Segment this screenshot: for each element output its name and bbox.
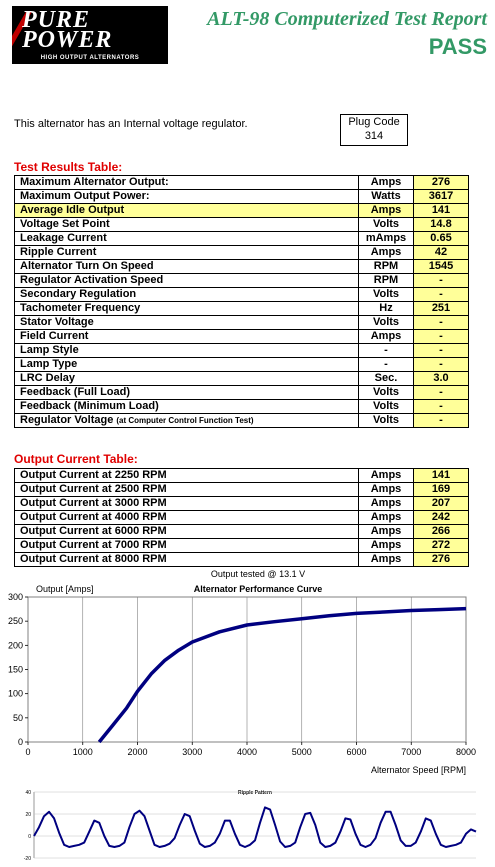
- row-label: [15, 414, 359, 428]
- table-row: [15, 511, 469, 525]
- x-tick-label: 2000: [127, 747, 148, 757]
- row-label-text: Maximum Alternator Output:: [20, 176, 169, 188]
- row-label-text: Lamp Style: [20, 344, 79, 356]
- table-row: [15, 344, 469, 358]
- row-label: [15, 483, 359, 497]
- table-row: [15, 469, 469, 483]
- row-value: 266: [414, 525, 469, 539]
- row-value: 242: [414, 511, 469, 525]
- row-label-text: Field Current: [20, 330, 89, 342]
- test-results-heading: Test Results Table:: [14, 160, 123, 174]
- output-current-table: [14, 468, 469, 567]
- row-label: [15, 204, 359, 218]
- row-label-text: LRC Delay: [20, 372, 76, 384]
- row-label-text: Ripple Current: [20, 246, 97, 258]
- table-row: [15, 260, 469, 274]
- row-value: -: [414, 400, 469, 414]
- row-label: [15, 232, 359, 246]
- row-label: [15, 386, 359, 400]
- row-label-text: Average Idle Output: [20, 204, 125, 216]
- performance-curve-chart: [0, 565, 495, 780]
- ripple-pattern-chart: [0, 786, 495, 864]
- row-unit: Hz: [359, 302, 414, 316]
- row-value: 251: [414, 302, 469, 316]
- table-row: [15, 400, 469, 414]
- row-value: 1545: [414, 260, 469, 274]
- table-row: [15, 330, 469, 344]
- ripple-y-tick-label: -20: [23, 856, 31, 862]
- table-row: [15, 218, 469, 232]
- row-unit: mAmps: [359, 232, 414, 246]
- ripple-y-tick-label: 20: [25, 812, 31, 818]
- row-value: 272: [414, 539, 469, 553]
- row-unit: Watts: [359, 190, 414, 204]
- table-row: [15, 497, 469, 511]
- test-results-table: [14, 175, 469, 428]
- row-value: 169: [414, 483, 469, 497]
- row-label-text: Leakage Current: [20, 232, 107, 244]
- x-axis-label: Alternator Speed [RPM]: [370, 765, 466, 775]
- row-value: 276: [414, 553, 469, 567]
- plug-code-label: Plug Code: [348, 116, 400, 128]
- row-label: [15, 302, 359, 316]
- row-label: [15, 176, 359, 190]
- row-unit: Amps: [359, 539, 414, 553]
- row-label-text: Voltage Set Point: [20, 218, 110, 230]
- row-label-text: Output Current at 2500 RPM: [20, 483, 167, 495]
- row-unit: Amps: [359, 330, 414, 344]
- row-unit: Volts: [359, 386, 414, 400]
- row-unit: Amps: [359, 497, 414, 511]
- pure-power-logo: [12, 6, 168, 64]
- row-label-text: Tachometer Frequency: [20, 302, 141, 314]
- row-unit: Volts: [359, 414, 414, 428]
- row-label-text: Feedback (Full Load): [20, 386, 131, 398]
- row-label-text: Lamp Type: [20, 358, 78, 370]
- y-tick-label: 300: [7, 592, 23, 602]
- row-label-text: Alternator Turn On Speed: [20, 260, 154, 272]
- row-value: -: [414, 386, 469, 400]
- x-tick-label: 5000: [291, 747, 312, 757]
- logo-line2: POWER: [22, 27, 113, 53]
- row-unit: RPM: [359, 260, 414, 274]
- row-value: 0.65: [414, 232, 469, 246]
- logo-line1: PURE: [22, 7, 91, 33]
- row-label: [15, 539, 359, 553]
- row-label: [15, 190, 359, 204]
- y-tick-label: 0: [17, 737, 23, 747]
- row-value: -: [414, 316, 469, 330]
- ripple-waveform-line: [34, 807, 476, 847]
- row-label-text: Output Current at 3000 RPM: [20, 497, 167, 509]
- row-value: 207: [414, 497, 469, 511]
- table-row: [15, 414, 469, 428]
- x-tick-label: 7000: [401, 747, 422, 757]
- row-label-text: Stator Voltage: [20, 316, 94, 328]
- x-tick-label: 3000: [182, 747, 203, 757]
- row-label-note: (at Computer Control Function Test): [116, 416, 254, 425]
- report-title: ALT-98 Computerized Test Report: [207, 8, 487, 30]
- row-value: 141: [414, 469, 469, 483]
- row-label: [15, 288, 359, 302]
- row-label: [15, 274, 359, 288]
- row-value: 3.0: [414, 372, 469, 386]
- table-row: [15, 204, 469, 218]
- row-label: [15, 400, 359, 414]
- y-axis-label: Output [Amps]: [36, 584, 94, 594]
- table-row: [15, 386, 469, 400]
- plug-code-box: [340, 114, 408, 146]
- row-value: 141: [414, 204, 469, 218]
- row-unit: Sec.: [359, 372, 414, 386]
- row-value: -: [414, 288, 469, 302]
- table-row: [15, 246, 469, 260]
- row-label-text: Output Current at 7000 RPM: [20, 539, 167, 551]
- row-value: 42: [414, 246, 469, 260]
- logo-tagline: HIGH OUTPUT ALTERNATORS: [40, 55, 140, 61]
- row-label: [15, 344, 359, 358]
- ripple-y-tick-label: 0: [28, 834, 31, 840]
- row-value: -: [414, 344, 469, 358]
- table-row: [15, 316, 469, 330]
- row-label-text: Secondary Regulation: [20, 288, 137, 300]
- row-value: 14.8: [414, 218, 469, 232]
- table-row: [15, 358, 469, 372]
- row-label: [15, 218, 359, 232]
- row-label-text: Output Current at 6000 RPM: [20, 525, 167, 537]
- row-unit: Amps: [359, 511, 414, 525]
- row-unit: Amps: [359, 483, 414, 497]
- row-label: [15, 469, 359, 483]
- row-label-text: Output Current at 2250 RPM: [20, 469, 167, 481]
- x-tick-label: 8000: [455, 747, 477, 757]
- table-row: [15, 302, 469, 316]
- row-label: [15, 372, 359, 386]
- row-value: -: [414, 414, 469, 428]
- row-label: [15, 497, 359, 511]
- table-row: [15, 274, 469, 288]
- row-label: [15, 316, 359, 330]
- row-label-text: Regulator Activation Speed: [20, 274, 164, 286]
- x-tick-label: 0: [25, 747, 31, 757]
- y-tick-label: 250: [7, 616, 23, 627]
- x-tick-label: 1000: [72, 747, 93, 757]
- table-row: [15, 539, 469, 553]
- ripple-y-tick-label: 40: [25, 790, 31, 796]
- ripple-title: Ripple Pattern: [238, 790, 272, 796]
- row-unit: Amps: [359, 176, 414, 190]
- row-unit: Volts: [359, 316, 414, 330]
- y-tick-label: 200: [7, 640, 23, 651]
- row-label: [15, 511, 359, 525]
- row-unit: -: [359, 358, 414, 372]
- row-unit: Volts: [359, 218, 414, 232]
- chart-title: Alternator Performance Curve: [193, 584, 323, 594]
- row-unit: Amps: [359, 553, 414, 567]
- row-value: -: [414, 358, 469, 372]
- y-tick-label: 50: [12, 712, 23, 723]
- row-label-text: Feedback (Minimum Load): [20, 400, 159, 412]
- row-value: -: [414, 330, 469, 344]
- row-label: [15, 330, 359, 344]
- table-row: [15, 372, 469, 386]
- y-tick-label: 100: [7, 688, 23, 699]
- y-tick-label: 150: [7, 664, 23, 675]
- x-tick-label: 6000: [346, 747, 367, 757]
- table-row: [15, 176, 469, 190]
- x-tick-label: 4000: [236, 747, 258, 757]
- row-label: [15, 260, 359, 274]
- table-row: [15, 232, 469, 246]
- row-unit: Amps: [359, 469, 414, 483]
- row-label-text: Maximum Output Power:: [20, 190, 150, 202]
- row-value: 276: [414, 176, 469, 190]
- row-label-text: Output Current at 8000 RPM: [20, 553, 167, 565]
- chart-subtitle: Output tested @ 13.1 V: [210, 569, 306, 579]
- plug-code-value: 314: [364, 130, 384, 142]
- row-label-text: Output Current at 4000 RPM: [20, 511, 167, 523]
- regulator-statement: This alternator has an Internal voltage regulator.: [14, 118, 248, 130]
- row-label-text: Regulator Voltage: [20, 414, 114, 426]
- row-label: [15, 358, 359, 372]
- table-row: [15, 525, 469, 539]
- row-unit: Volts: [359, 400, 414, 414]
- row-value: 3617: [414, 190, 469, 204]
- row-unit: -: [359, 344, 414, 358]
- output-current-heading: Output Current Table:: [14, 452, 138, 466]
- pass-result: PASS: [428, 34, 487, 59]
- row-unit: Amps: [359, 246, 414, 260]
- table-row: [15, 288, 469, 302]
- row-value: -: [414, 274, 469, 288]
- row-unit: Amps: [359, 525, 414, 539]
- row-label: [15, 525, 359, 539]
- table-row: [15, 190, 469, 204]
- row-unit: Volts: [359, 288, 414, 302]
- row-unit: RPM: [359, 274, 414, 288]
- row-label: [15, 246, 359, 260]
- table-row: [15, 483, 469, 497]
- row-unit: Amps: [359, 204, 414, 218]
